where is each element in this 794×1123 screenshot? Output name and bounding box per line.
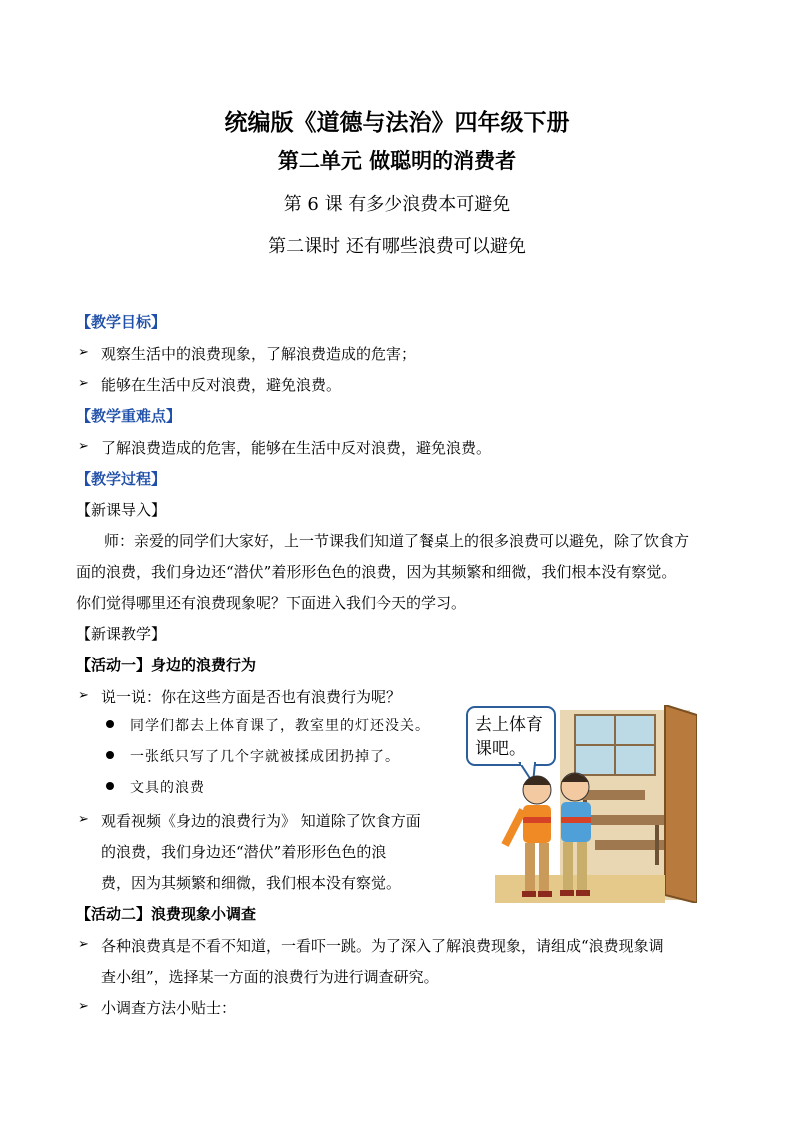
arrow-bullet-icon: ➢ [78,812,89,827]
video-line: 的浪费，我们身边还“潜伏”着形形色色的浪 [101,843,387,861]
video-line: 观看视频《身边的浪费行为》 知道除了饮食方面 [101,812,421,830]
activity2-line: 查小组”，选择某一方面的浪费行为进行调查研究。 [101,968,439,986]
goal-item: 能够在生活中反对浪费，避免浪费。 [101,376,342,394]
dot-bullet-icon [106,751,114,759]
activity1-prompt: 说一说：你在这些方面是否也有浪费行为呢？ [101,688,402,706]
activity2-heading: 【活动二】浪费现象小调查 [76,905,257,923]
intro-line: 面的浪费，我们身边还“潜伏”着形形色色的浪费，因为其频繁和细微，我们根本没有察觉。 [76,563,677,581]
dot-bullet-icon [106,782,114,790]
example-item: 同学们都去上体育课了，教室里的灯还没关。 [130,718,430,734]
arrow-bullet-icon: ➢ [78,345,89,360]
arrow-bullet-icon: ➢ [78,999,89,1014]
goals-heading: 【教学目标】 [76,313,167,331]
classroom-illustration [465,705,697,903]
intro-heading: 【新课导入】 [76,501,167,519]
arrow-bullet-icon: ➢ [78,688,89,703]
goal-item: 观察生活中的浪费现象，了解浪费造成的危害； [101,345,417,363]
example-item: 文具的浪费 [130,780,205,796]
arrow-bullet-icon: ➢ [78,376,89,391]
activity1-heading: 【活动一】身边的浪费行为 [76,656,257,674]
example-item: 一张纸只写了几个字就被揉成团扔掉了。 [130,749,400,765]
intro-line: 师：亲爱的同学们大家好，上一节课我们知道了餐桌上的很多浪费可以避免，除了饮食方 [104,532,690,550]
period-title: 第二课时 还有哪些浪费可以避免 [268,236,526,257]
focus-heading: 【教学重难点】 [76,407,182,425]
arrow-bullet-icon: ➢ [78,937,89,952]
lesson-title: 第 6 课 有多少浪费本可避免 [283,194,511,215]
teach-heading: 【新课教学】 [76,625,167,643]
document-title: 统编版《道德与法治》四年级下册 [224,110,570,136]
dot-bullet-icon [106,720,114,728]
activity2-tips: 小调查方法小贴士： [101,999,237,1017]
activity2-line: 各种浪费真是不看不知道，一看吓一跳。为了深入了解浪费现象，请组成“浪费现象调 [101,937,664,955]
speech-bubble-line: 去上体育 [475,715,543,735]
intro-line: 你们觉得哪里还有浪费现象呢？下面进入我们今天的学习。 [76,594,467,612]
arrow-bullet-icon: ➢ [78,439,89,454]
process-heading: 【教学过程】 [76,470,167,488]
video-line: 费，因为其频繁和细微，我们根本没有察觉。 [101,874,402,892]
focus-item: 了解浪费造成的危害，能够在生活中反对浪费，避免浪费。 [101,439,492,457]
speech-bubble-line: 课吧。 [475,739,526,759]
unit-title: 第二单元 做聪明的消费者 [277,149,517,173]
